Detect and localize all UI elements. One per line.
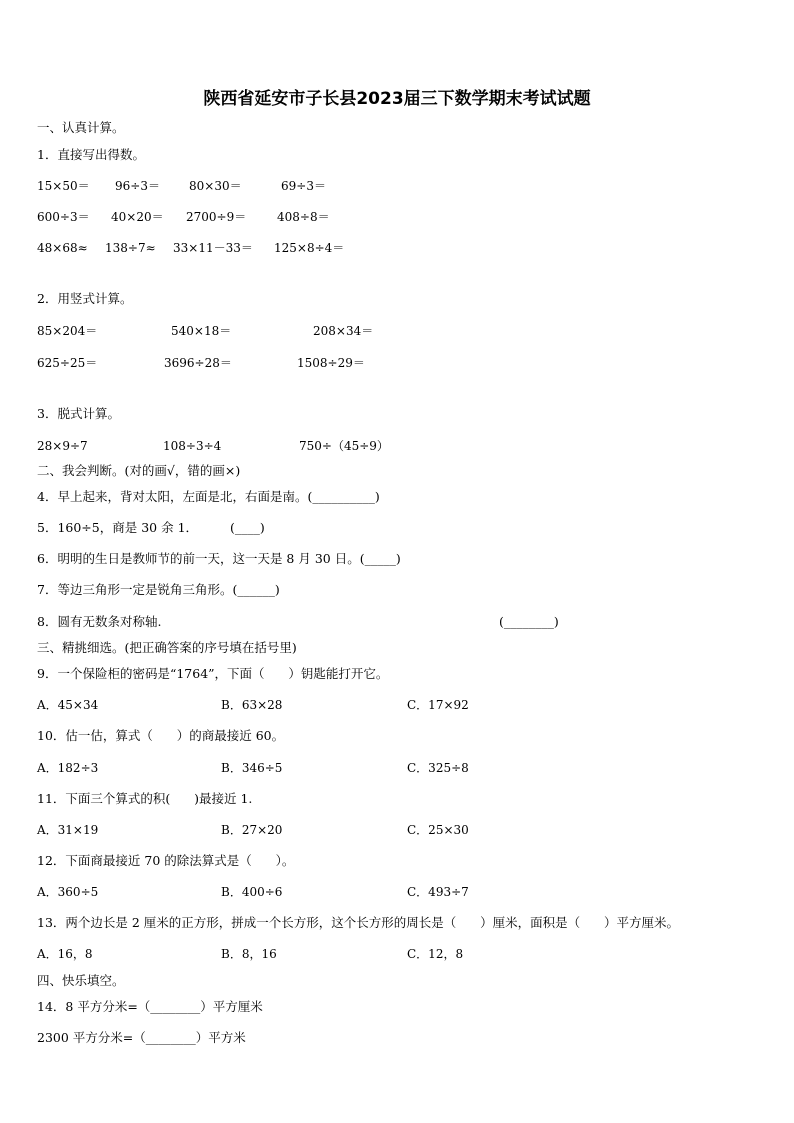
calc-item: 540×18＝ (171, 324, 232, 338)
question-8-blank[interactable]: (________) (499, 614, 559, 629)
option-a[interactable]: A．45×34 (37, 698, 99, 712)
calc-item: 208×34＝ (313, 324, 374, 338)
question-12-stem: 12．下面商最接近 70 的除法算式是（ ）。 (37, 853, 295, 868)
calc-item: 138÷7≈ (105, 241, 156, 255)
calc-item: 33×11－33＝ (173, 241, 253, 255)
option-b[interactable]: B．400÷6 (221, 885, 283, 899)
calc-item: 625÷25＝ (37, 356, 98, 370)
calc-item: 15×50＝ (37, 179, 90, 193)
question-8: 8．圆有无数条对称轴. (37, 614, 162, 629)
option-b[interactable]: B．346÷5 (221, 761, 283, 775)
section-4-heading: 四、快乐填空。 (37, 973, 125, 988)
calc-item: 80×30＝ (189, 179, 242, 193)
section-2-heading: 二、我会判断。(对的画√，错的画×) (37, 463, 241, 478)
option-b[interactable]: B．27×20 (221, 823, 283, 837)
question-4: 4．早上起来，背对太阳，左面是北，右面是南。(__________) (37, 489, 380, 504)
calc-item: 69÷3＝ (281, 179, 326, 193)
question-5-blank[interactable]: (____) (230, 520, 265, 535)
question-3-stem: 3．脱式计算。 (37, 406, 120, 421)
calc-item: 3696÷28＝ (164, 356, 232, 370)
option-c[interactable]: C．12，8 (407, 947, 464, 961)
calc-item: 125×8÷4＝ (274, 241, 345, 255)
question-6: 6．明明的生日是教师节的前一天，这一天是 8 月 30 日。(_____) (37, 551, 401, 566)
calc-item: 28×9÷7 (37, 439, 88, 453)
option-a[interactable]: A．182÷3 (37, 761, 99, 775)
option-c[interactable]: C．325÷8 (407, 761, 469, 775)
page-title: 陕西省延安市子长县2023届三下数学期末考试试题 (203, 89, 591, 109)
section-1-heading: 一、认真计算。 (37, 120, 125, 135)
question-2-stem: 2．用竖式计算。 (37, 291, 133, 306)
calc-item: 85×204＝ (37, 324, 98, 338)
question-14-line-1: 14．8 平方分米=（________）平方厘米 (37, 999, 263, 1014)
calc-item: 1508÷29＝ (297, 356, 365, 370)
option-a[interactable]: A．16，8 (37, 947, 93, 961)
calc-item: 108÷3÷4 (163, 439, 222, 453)
calc-item: 2700÷9＝ (186, 210, 247, 224)
option-a[interactable]: A．360÷5 (37, 885, 99, 899)
question-13-stem: 13．两个边长是 2 厘米的正方形，拼成一个长方形，这个长方形的周长是（ ）厘米，面积是（ ）平方厘米。 (37, 915, 679, 930)
calc-item: 750÷（45÷9） (299, 439, 389, 453)
question-7: 7．等边三角形一定是锐角三角形。(______) (37, 582, 280, 597)
question-11-stem: 11．下面三个算式的积( )最接近 1. (37, 791, 253, 806)
question-9-stem: 9．一个保险柜的密码是“1764”，下面（ ）钥匙能打开它。 (37, 666, 389, 681)
calc-item: 408÷8＝ (277, 210, 330, 224)
option-b[interactable]: B．63×28 (221, 698, 283, 712)
calc-item: 48×68≈ (37, 241, 88, 255)
question-14-line-2: 2300 平方分米=（________）平方米 (37, 1030, 246, 1045)
question-5: 5．160÷5，商是 30 余 1． (37, 520, 199, 535)
calc-item: 96÷3＝ (115, 179, 160, 193)
calc-item: 600÷3＝ (37, 210, 90, 224)
calc-item: 40×20＝ (111, 210, 164, 224)
option-c[interactable]: C．493÷7 (407, 885, 469, 899)
option-a[interactable]: A．31×19 (37, 823, 99, 837)
question-1-stem: 1．直接写出得数。 (37, 147, 145, 162)
section-3-heading: 三、精挑细选。(把正确答案的序号填在括号里) (37, 640, 297, 655)
option-c[interactable]: C．17×92 (407, 698, 469, 712)
option-b[interactable]: B．8，16 (221, 947, 277, 961)
question-10-stem: 10．估一估，算式（ ）的商最接近 60。 (37, 728, 285, 743)
option-c[interactable]: C．25×30 (407, 823, 469, 837)
